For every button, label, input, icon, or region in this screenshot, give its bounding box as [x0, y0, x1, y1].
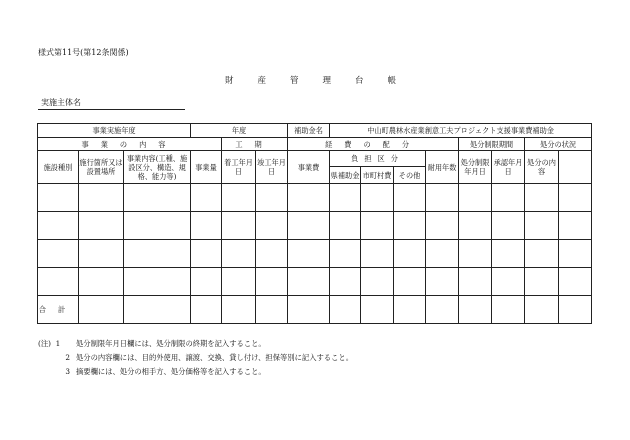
col-start-date: 着工年月日 — [222, 151, 256, 184]
note-text: 摘要欄には、処分の相手方、処分価格等を記入すること。 — [76, 367, 266, 376]
col-prefecture-subsidy: 県補助金 — [330, 167, 361, 184]
implementing-entity-label: 実施主体名 — [41, 98, 81, 107]
col-quantity: 事業量 — [191, 151, 222, 184]
header-row — [38, 124, 592, 138]
note-number: 3 — [65, 367, 70, 376]
col-disposal-content: 処分の内容 — [525, 151, 559, 184]
subsidy-name-value-cell — [330, 124, 592, 138]
table-row — [38, 212, 592, 240]
total-label: 合計 — [38, 296, 79, 324]
notes-prefix: (注) 1 — [38, 339, 61, 348]
subsidy-name-value: 中山町農林水産業創意工夫プロジェクト支援事業費補助金 — [367, 126, 554, 135]
note-item — [38, 337, 353, 351]
table-row — [38, 268, 592, 296]
project-year-label-cell — [38, 124, 191, 138]
note-item — [38, 351, 353, 365]
implementing-entity-line — [38, 97, 185, 110]
col-municipal-cost: 市町村費 — [361, 167, 394, 184]
table-row — [38, 184, 592, 212]
subsidy-name-label: 補助金名 — [294, 126, 323, 135]
column-header-row-1 — [38, 151, 592, 167]
note-text: 処分制限年月日欄には、処分制限の終期を記入すること。 — [76, 339, 266, 348]
section-project-content: 事業の内容 — [38, 138, 222, 151]
col-completion-date: 竣工年月日 — [256, 151, 288, 184]
page-title: 財産管理台帳 — [225, 76, 421, 86]
subsidy-name-label-cell — [288, 124, 330, 138]
note-item — [38, 365, 353, 379]
project-year-value-cell[interactable] — [191, 124, 288, 138]
col-location: 施行箇所又は設置場所 — [79, 151, 124, 184]
form-number: 様式第11号(第12条関係) — [38, 48, 129, 57]
property-ledger-table — [37, 123, 592, 324]
note-number: 2 — [65, 353, 70, 362]
notes-section — [38, 337, 353, 379]
col-other: その他 — [394, 167, 426, 184]
nendo-label: 年度 — [231, 126, 247, 135]
section-cost-allocation: 経費の配分 — [288, 138, 459, 151]
col-facility-type: 施設種別 — [38, 151, 79, 184]
section-disposal-status: 処分の状況 — [525, 138, 592, 151]
project-year-label: 事業実施年度 — [92, 126, 136, 135]
note-text: 処分の内容欄には、目的外使用、譲渡、交換、貸し付け、担保等別に記入すること。 — [76, 353, 353, 362]
section-construction-period: 工期 — [222, 138, 288, 151]
col-disposal-limit-date: 処分制限年月日 — [459, 151, 492, 184]
section-disposal-limit-period: 処分制限期間 — [459, 138, 525, 151]
col-project-cost: 事業費 — [288, 151, 330, 184]
section-header-row — [38, 138, 592, 151]
col-burden-category: 負担区分 — [330, 151, 426, 167]
col-approval-date: 承認年月日 — [492, 151, 525, 184]
total-row — [38, 296, 592, 324]
col-project-detail: 事業内容(工種、施設区分、構造、規格、能力等) — [124, 151, 191, 184]
table-row — [38, 240, 592, 268]
col-service-life: 耐用年数 — [426, 151, 459, 184]
